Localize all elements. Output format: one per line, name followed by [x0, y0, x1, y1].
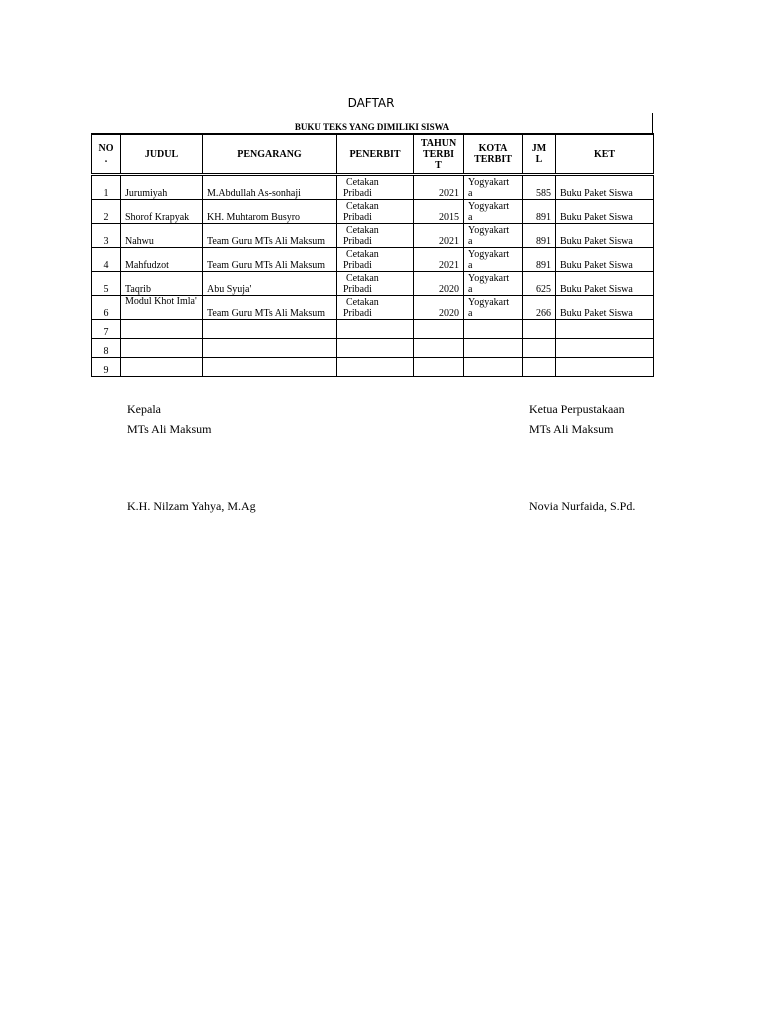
book-author: KH. Muhtarom Busyro: [203, 200, 337, 224]
book-author: Abu Syuja': [203, 272, 337, 296]
book-author: M.Abdullah As-sonhaji: [203, 175, 337, 200]
city-line-2: a: [468, 308, 473, 319]
empty-cell: [203, 339, 337, 358]
empty-cell: [203, 320, 337, 339]
header-jml: JM L: [523, 134, 556, 175]
empty-cell: [337, 358, 414, 377]
city-line-1: Yogyakart: [468, 249, 510, 260]
header-penerbit: PENERBIT: [337, 134, 414, 175]
city-line-2: a: [468, 212, 473, 223]
empty-cell: [414, 320, 464, 339]
empty-cell: [556, 339, 654, 358]
row-number: 9: [92, 358, 121, 377]
table-row: [92, 358, 654, 377]
book-title: Nahwu: [121, 224, 203, 248]
header-no: NO .: [92, 134, 121, 175]
city-line-1: Yogyakart: [468, 297, 510, 308]
city-line-2: a: [468, 284, 473, 295]
empty-cell: [337, 339, 414, 358]
book-publisher: [337, 224, 414, 248]
city-line-2: a: [468, 260, 473, 271]
publisher-line-2: Pribadi: [343, 260, 372, 271]
publish-city: [464, 175, 523, 200]
row-number: 6: [92, 296, 121, 320]
book-author: Team Guru MTs Ali Maksum: [203, 248, 337, 272]
table-row: [92, 200, 654, 224]
table-body: [92, 175, 654, 377]
empty-cell: [464, 320, 523, 339]
publish-year: 2020: [414, 296, 464, 320]
header-judul: JUDUL: [121, 134, 203, 175]
publish-city: [464, 200, 523, 224]
book-quantity: 891: [523, 224, 556, 248]
book-title: Mahfudzot: [121, 248, 203, 272]
publish-city: [464, 296, 523, 320]
publisher-line-2: Pribadi: [343, 212, 372, 223]
header-ket: KET: [556, 134, 654, 175]
row-number: 7: [92, 320, 121, 339]
table-row: [92, 175, 654, 200]
city-line-2: a: [468, 236, 473, 247]
right-signature-name: Novia Nurfaida, S.Pd.: [529, 499, 636, 513]
empty-cell: [464, 358, 523, 377]
empty-cell: [203, 358, 337, 377]
table-row: [92, 272, 654, 296]
publish-year: 2021: [414, 224, 464, 248]
publisher-line-2: Pribadi: [343, 308, 372, 319]
publisher-line-2: Pribadi: [343, 236, 372, 247]
book-publisher: [337, 200, 414, 224]
right-signature-role: Ketua Perpustakaan: [529, 402, 625, 416]
publisher-line-1: Cetakan: [346, 177, 379, 188]
book-note: Buku Paket Siswa: [556, 200, 654, 224]
book-quantity: 585: [523, 175, 556, 200]
books-table: [91, 133, 654, 377]
empty-cell: [121, 320, 203, 339]
table-row: [92, 248, 654, 272]
book-quantity: 266: [523, 296, 556, 320]
empty-cell: [523, 339, 556, 358]
empty-cell: [414, 358, 464, 377]
header-kota: KOTA TERBIT: [464, 134, 523, 175]
book-publisher: [337, 175, 414, 200]
book-author: Team Guru MTs Ali Maksum: [203, 296, 337, 320]
book-title: Taqrib: [121, 272, 203, 296]
left-signature-institution: MTs Ali Maksum: [127, 422, 212, 436]
book-title: Jurumiyah: [121, 175, 203, 200]
city-line-1: Yogyakart: [468, 225, 510, 236]
header-tahun: TAHUN TERBI T: [414, 134, 464, 175]
empty-cell: [337, 320, 414, 339]
table-header-row: [92, 134, 654, 175]
city-line-1: Yogyakart: [468, 201, 510, 212]
book-note: Buku Paket Siswa: [556, 296, 654, 320]
publish-year: 2015: [414, 200, 464, 224]
publisher-line-1: Cetakan: [346, 249, 379, 260]
book-note: Buku Paket Siswa: [556, 224, 654, 248]
publisher-line-2: Pribadi: [343, 284, 372, 295]
empty-cell: [556, 320, 654, 339]
publisher-line-2: Pribadi: [343, 188, 372, 199]
empty-cell: [464, 339, 523, 358]
book-publisher: [337, 248, 414, 272]
right-signature-institution: MTs Ali Maksum: [529, 422, 614, 436]
table-row: [92, 339, 654, 358]
book-title: Shorof Krapyak: [121, 200, 203, 224]
empty-cell: [121, 339, 203, 358]
publish-city: [464, 248, 523, 272]
city-line-1: Yogyakart: [468, 273, 510, 284]
publish-city: [464, 224, 523, 248]
book-note: Buku Paket Siswa: [556, 175, 654, 200]
row-number: 2: [92, 200, 121, 224]
book-note: Buku Paket Siswa: [556, 248, 654, 272]
table-row: [92, 296, 654, 320]
publisher-line-1: Cetakan: [346, 273, 379, 284]
table-row: [92, 224, 654, 248]
row-number: 8: [92, 339, 121, 358]
publisher-line-1: Cetakan: [346, 297, 379, 308]
empty-cell: [556, 358, 654, 377]
table-subtitle: BUKU TEKS YANG DIMILIKI SISWA: [294, 122, 450, 132]
page-title: DAFTAR: [347, 96, 395, 110]
book-title: Modul Khot Imla': [121, 296, 203, 320]
row-number: 3: [92, 224, 121, 248]
book-quantity: 625: [523, 272, 556, 296]
book-author: Team Guru MTs Ali Maksum: [203, 224, 337, 248]
publish-year: 2021: [414, 175, 464, 200]
city-line-2: a: [468, 188, 473, 199]
empty-cell: [523, 358, 556, 377]
empty-cell: [414, 339, 464, 358]
publish-city: [464, 272, 523, 296]
city-line-1: Yogyakart: [468, 177, 510, 188]
empty-cell: [121, 358, 203, 377]
publisher-line-1: Cetakan: [346, 201, 379, 212]
row-number: 4: [92, 248, 121, 272]
row-number: 1: [92, 175, 121, 200]
book-quantity: 891: [523, 248, 556, 272]
left-signature-role: Kepala: [127, 402, 161, 416]
table-row: [92, 320, 654, 339]
publish-year: 2020: [414, 272, 464, 296]
header-pengarang: PENGARANG: [203, 134, 337, 175]
empty-cell: [523, 320, 556, 339]
publisher-line-1: Cetakan: [346, 225, 379, 236]
publish-year: 2021: [414, 248, 464, 272]
book-quantity: 891: [523, 200, 556, 224]
book-publisher: [337, 272, 414, 296]
row-number: 5: [92, 272, 121, 296]
left-signature-name: K.H. Nilzam Yahya, M.Ag: [127, 499, 256, 513]
book-publisher: [337, 296, 414, 320]
book-note: Buku Paket Siswa: [556, 272, 654, 296]
